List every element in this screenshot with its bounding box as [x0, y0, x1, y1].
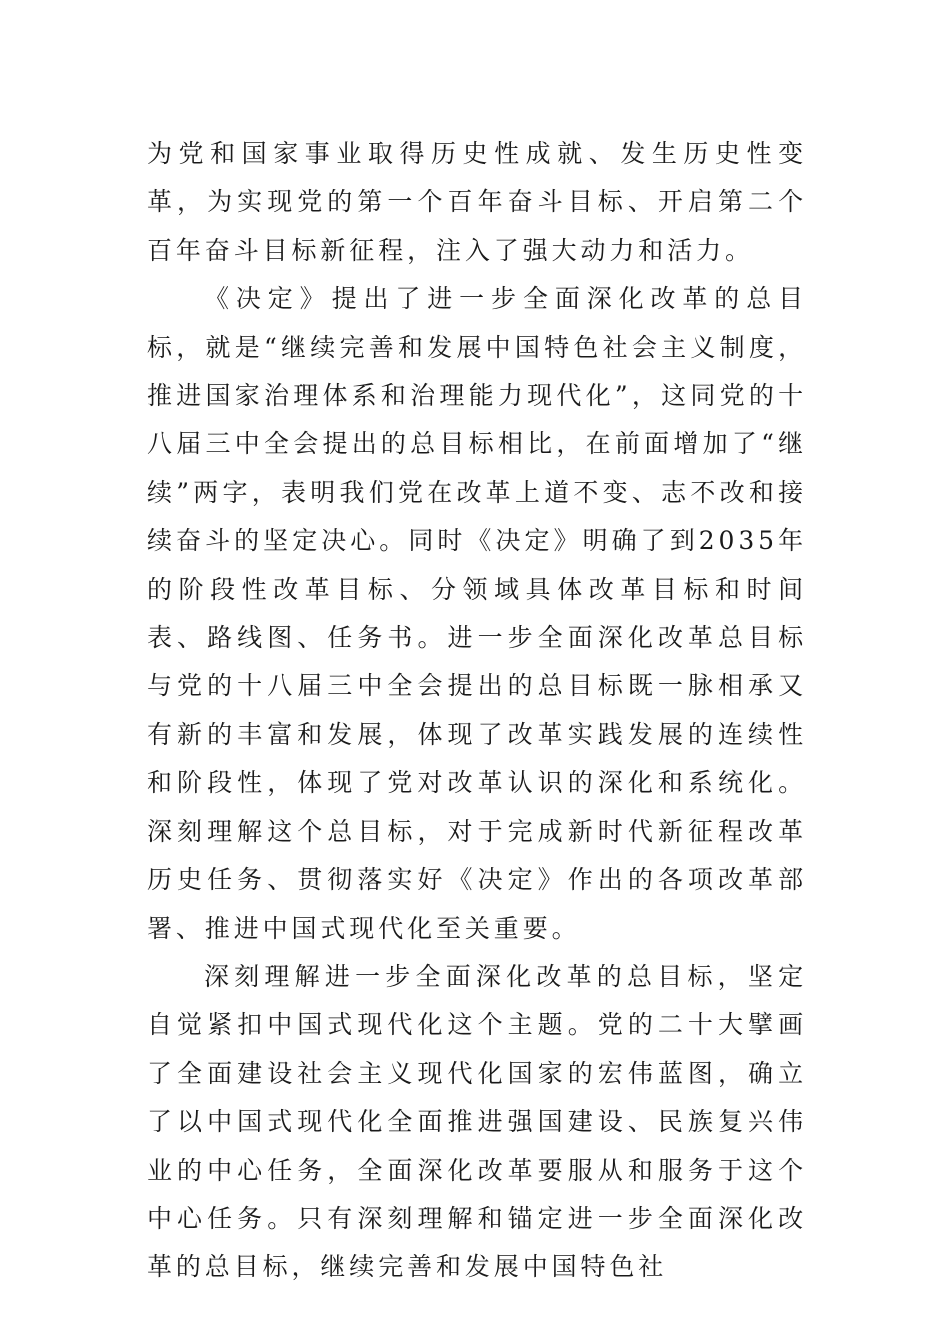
paragraph-continuation: 为党和国家事业取得历史性成就、发生历史性变革，为实现党的第一个百年奋斗目标、开启第二个百年奋斗目标新征程，注入了强大动力和活力。: [147, 139, 807, 265]
body-text: [147, 130, 807, 1292]
paragraph-modernization-theme: 深刻理解进一步全面深化改革的总目标，坚定自觉紧扣中国式现代化这个主题。党的二十大擘画了全面建设社会主义现代化国家的宏伟蓝图，确立了以中国式现代化全面推进强国建设、民族复兴伟业的中心任务，全面深化改革要服从和服务于这个中心任务。只有深刻理解和锚定进一步全面深化改革的总目标，继续完善和发展中国特色社: [147, 961, 807, 1282]
paragraph-decision-goal: 《决定》提出了进一步全面深化改革的总目标，就是“继续完善和发展中国特色社会主义制度，推进国家治理体系和治理能力现代化”，这同党的十八届三中全会提出的总目标相比，在前面增加了“继续”两字，表明我们党在改革上道不变、志不改和接续奋斗的坚定决心。同时《决定》明确了到2035年的阶段性改革目标、分领域具体改革目标和时间表、路线图、任务书。进一步全面深化改革总目标与党的十八届三中全会提出的总目标既一脉相承又有新的丰富和发展，体现了改革实践发展的连续性和阶段性，体现了党对改革认识的深化和系统化。深刻理解这个总目标，对于完成新时代新征程改革历史任务、贯彻落实好《决定》作出的各项改革部署、推进中国式现代化至关重要。: [147, 284, 807, 943]
